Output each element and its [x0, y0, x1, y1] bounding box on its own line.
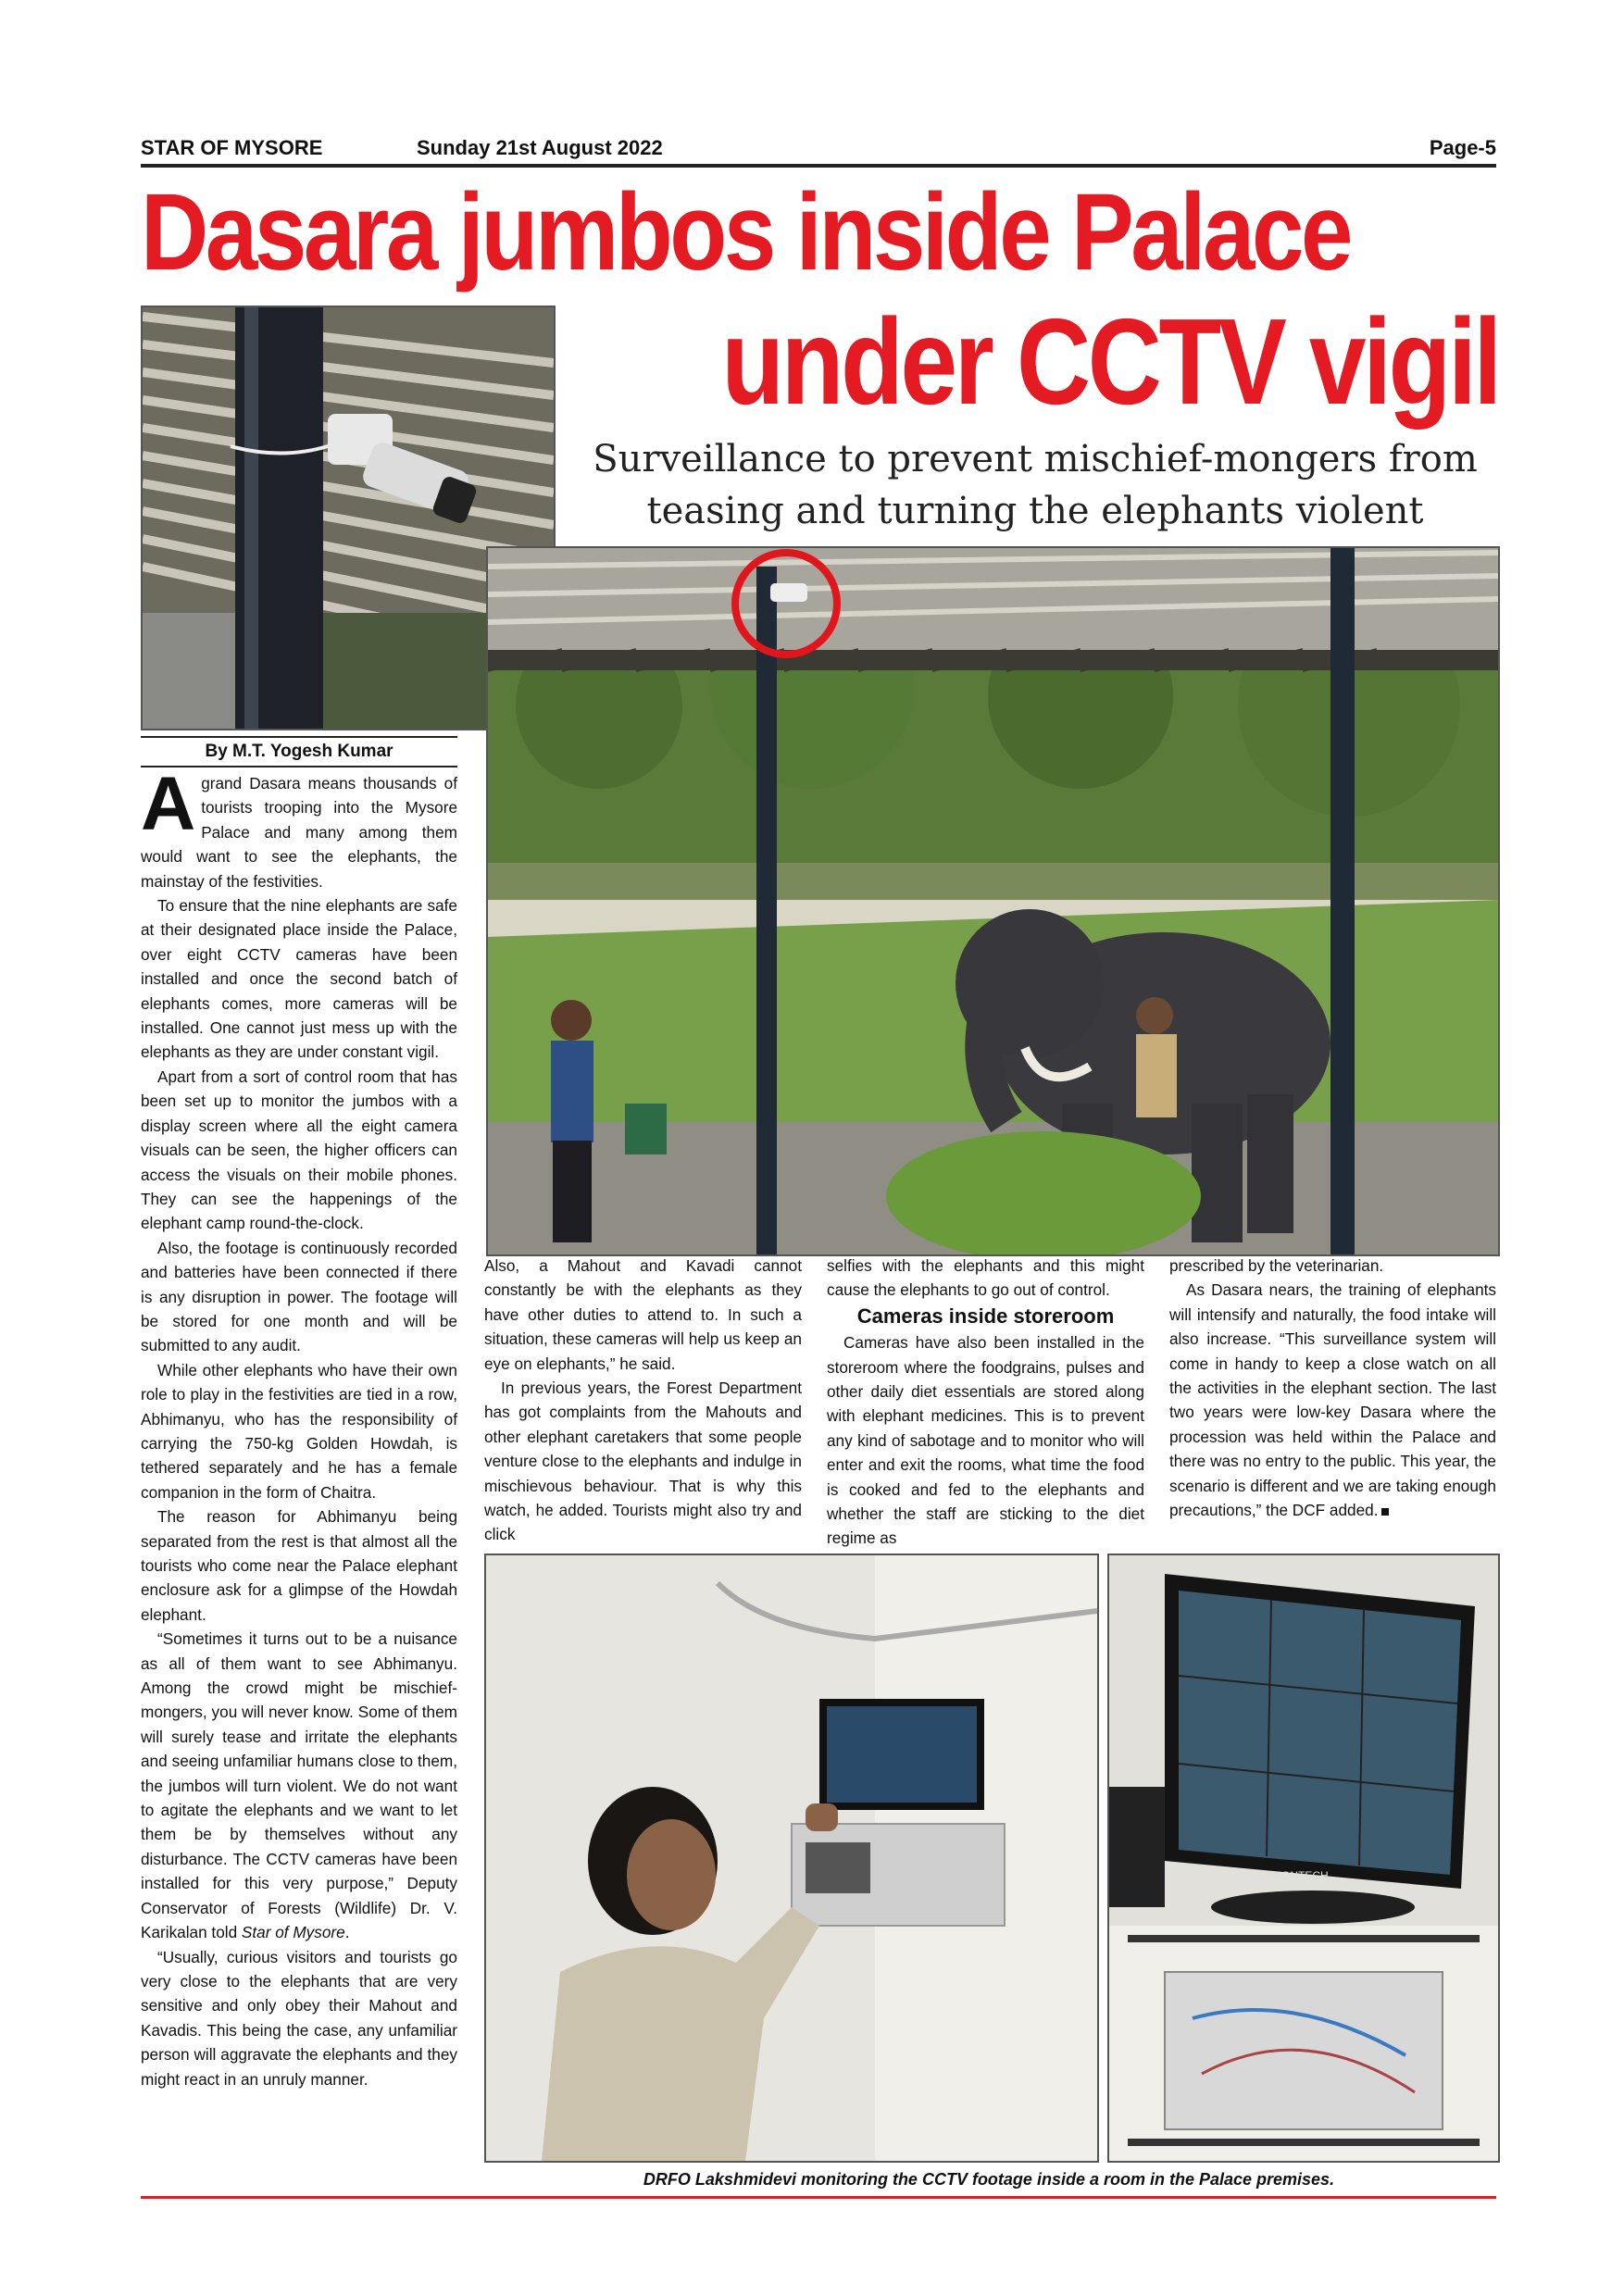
control-room-illustration: [486, 1555, 1097, 2161]
article-paragraph: prescribed by the veterinarian.: [1169, 1256, 1384, 1275]
article-paragraph: “Usually, curious visitors and tourists go very close to the elephants that are very sensitive and only obey their Mahout and Kavadis. This being the case, any unfamiliar person will aggravate the elephants and they might react in an unruly manner.: [141, 1947, 457, 2089]
article-paragraph: [1169, 1278, 1496, 1522]
article-paragraph: While other elephants who have their own role to play in the festivities are tied in a row, Abhimanyu, who has the responsibility of carrying the 750-kg Golden Howdah, is tethered separately and he has a female companion in the form of Chaitra.: [141, 1360, 457, 1502]
paragraph-text: “Sometimes it turns out to be a nuisance as all of them want to see Abhimanyu. Among the crowd might be mischief-mongers, you will never know. Some of them will surely tease and irritate the elephants and seeing unfamiliar humans close to them, the jumbos will turn violent. We do not want to agitate the elephants and we want to let them be by themselves without any disturbance. The CCTV cameras have been installed for this very purpose,” Deputy Conservator of Forests (Wildlife) Dr. V. Karikalan told: [141, 1629, 457, 1942]
article-paragraph: Apart from a sort of control room that has been set up to monitor the jumbos with a display screen where all the eight camera visuals can be seen, the higher officers can access the visuals on their mobile phones. They can see the happenings of the elephant camp round-the-clock.: [141, 1067, 457, 1233]
elephant-camp-illustration: [488, 548, 1498, 1254]
control-room-photo: [484, 1554, 1099, 2163]
paragraph-text: As Dasara nears, the training of elephants will intensify and naturally, the food intake will also increase. “This surveillance system will come in handy to keep a close watch on all the activities in the elephant section. The last two years were low-key Dasara where the procession was held within the Palace and there was no entry to the public. This year, the scenario is different and we are taking enough precautions,” the DCF added.: [1169, 1280, 1496, 1520]
paper-name: STAR OF MYSORE: [141, 136, 323, 159]
footer-rule: [141, 2196, 1496, 2199]
deck-line-1: Surveillance to prevent mischief-mongers from: [593, 438, 1478, 480]
article-paragraph: [141, 762, 457, 893]
article-column-4: [1169, 1254, 1496, 1522]
headline-line-1: Dasara jumbos inside Palace: [141, 171, 1350, 293]
photo-caption: DRFO Lakshmidevi monitoring the CCTV footage inside a room in the Palace premises.: [643, 2170, 1335, 2189]
monitor-brand-label: FRONTECH: [1267, 1869, 1329, 1882]
article-paragraph: [141, 1627, 457, 1944]
article-paragraph: Also, the footage is continuously recorded and batteries have been connected if there is any disruption in power. The footage will be stored for one month and will be submitted to any audit.: [141, 1238, 457, 1355]
article-paragraph: Also, a Mahout and Kavadi cannot constantly be with the elephants as they have other duties to attend to. In such a situation, these cameras will help us keep an eye on elephants,” he said.: [484, 1256, 802, 1373]
article-column-1: [141, 762, 457, 2091]
monitor-photo: [1107, 1554, 1500, 2163]
headline-line-2: under CCTV vigil: [721, 293, 1499, 430]
deck-line-2: teasing and turning the elephants violent: [646, 490, 1424, 532]
drop-cap: A: [141, 762, 196, 846]
article-paragraph: In previous years, the Forest Department has got complaints from the Mahouts and other elephant caretakers that some people venture close to the elephants and indulge in mischievous behaviour. That is why this watch, he added. Tourists might also try and click: [484, 1379, 802, 1544]
publication-name: Star of Mysore: [241, 1923, 345, 1942]
issue-date: Sunday 21st August 2022: [417, 136, 663, 159]
article-paragraph: The reason for Abhimanyu being separated from the rest is that almost all the tourists who come near the Palace elephant enclosure ask for a glimpse of the Howdah elephant.: [141, 1507, 457, 1624]
monitor-illustration: [1109, 1555, 1498, 2161]
end-mark-icon: [1381, 1508, 1389, 1516]
article-paragraph: selfies with the elephants and this might cause the elephants to go out of control.: [827, 1256, 1144, 1300]
masthead: [141, 132, 1496, 168]
article-column-3: [827, 1254, 1144, 1551]
elephant-camp-photo: [486, 546, 1500, 1256]
byline: By M.T. Yogesh Kumar: [141, 736, 457, 767]
subheading: Cameras inside storeroom: [856, 1304, 1115, 1328]
page-number: Page-5: [1429, 136, 1496, 159]
article-column-2: [484, 1254, 802, 1547]
article-paragraph: Cameras have also been installed in the storeroom where the foodgrains, pulses and other daily diet essentials are stored along with elephant medicines. This is to prevent any kind of sabotage and to monitor who will enter and exit the rooms, what time the food is cooked and fed to the elephants and whether the staff are sticking to the diet regime as: [827, 1333, 1144, 1548]
deck-subheadline: [574, 433, 1496, 537]
paragraph-text: grand Dasara means thousands of tourists trooping into the Mysore Palace and many among them would want to see the elephants, the mainstay of the festivities.: [141, 774, 457, 891]
paragraph-text: .: [344, 1923, 350, 1942]
article-paragraph: To ensure that the nine elephants are safe at their designated place inside the Palace, over eight CCTV cameras have been installed and once the second batch of elephants comes, more cameras will be installed. One cannot just mess up with the elephants as they are under constant vigil.: [141, 896, 457, 1062]
